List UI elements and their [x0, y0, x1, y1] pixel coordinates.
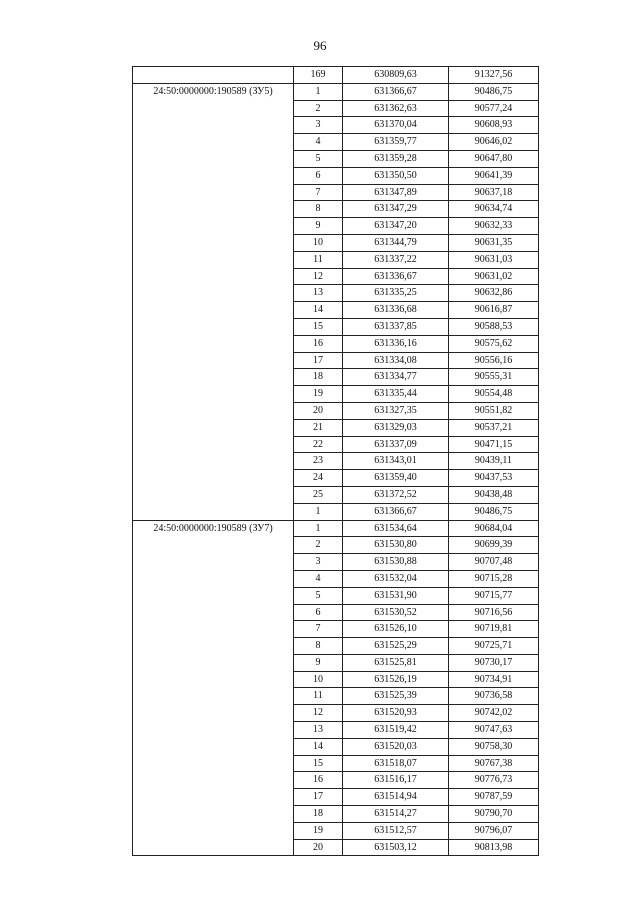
x-coordinate-cell: 631530,80 [343, 537, 449, 554]
point-number-cell: 15 [294, 318, 343, 335]
point-number-cell: 169 [294, 67, 343, 84]
point-number-cell: 7 [294, 621, 343, 638]
x-coordinate-cell: 631525,39 [343, 688, 449, 705]
y-coordinate-cell: 90725,71 [449, 638, 539, 655]
y-coordinate-cell: 90730,17 [449, 654, 539, 671]
x-coordinate-cell: 631514,94 [343, 789, 449, 806]
y-coordinate-cell: 90634,74 [449, 201, 539, 218]
y-coordinate-cell: 90776,73 [449, 772, 539, 789]
point-number-cell: 22 [294, 436, 343, 453]
point-number-cell: 20 [294, 402, 343, 419]
x-coordinate-cell: 631503,12 [343, 839, 449, 856]
point-number-cell: 1 [294, 83, 343, 100]
x-coordinate-cell: 631362,63 [343, 100, 449, 117]
page-number: 96 [313, 38, 327, 53]
x-coordinate-cell: 631327,35 [343, 402, 449, 419]
point-number-cell: 5 [294, 150, 343, 167]
x-coordinate-cell: 631530,52 [343, 604, 449, 621]
x-coordinate-cell: 631336,68 [343, 302, 449, 319]
x-coordinate-cell: 631530,88 [343, 554, 449, 571]
point-number-cell: 25 [294, 486, 343, 503]
y-coordinate-cell: 90608,93 [449, 117, 539, 134]
x-coordinate-cell: 631366,67 [343, 83, 449, 100]
point-number-cell: 6 [294, 167, 343, 184]
x-coordinate-cell: 631329,03 [343, 419, 449, 436]
table-row [133, 83, 539, 100]
y-coordinate-cell: 90742,02 [449, 705, 539, 722]
point-number-cell: 10 [294, 671, 343, 688]
y-coordinate-cell: 90796,07 [449, 822, 539, 839]
x-coordinate-cell: 631337,09 [343, 436, 449, 453]
y-coordinate-cell: 90616,87 [449, 302, 539, 319]
y-coordinate-cell: 90632,86 [449, 285, 539, 302]
point-number-cell: 6 [294, 604, 343, 621]
x-coordinate-cell: 631359,28 [343, 150, 449, 167]
y-coordinate-cell: 90641,39 [449, 167, 539, 184]
point-number-cell: 8 [294, 638, 343, 655]
x-coordinate-cell: 631525,29 [343, 638, 449, 655]
y-coordinate-cell: 90632,33 [449, 218, 539, 235]
point-number-cell: 11 [294, 688, 343, 705]
x-coordinate-cell: 631335,25 [343, 285, 449, 302]
y-coordinate-cell: 90716,56 [449, 604, 539, 621]
point-number-cell: 16 [294, 772, 343, 789]
point-number-cell: 1 [294, 503, 343, 520]
x-coordinate-cell: 631526,19 [343, 671, 449, 688]
y-coordinate-cell: 90787,59 [449, 789, 539, 806]
x-coordinate-cell: 631337,85 [343, 318, 449, 335]
point-number-cell: 2 [294, 100, 343, 117]
point-number-cell: 11 [294, 251, 343, 268]
x-coordinate-cell: 631337,22 [343, 251, 449, 268]
point-number-cell: 4 [294, 570, 343, 587]
x-coordinate-cell: 631343,01 [343, 453, 449, 470]
y-coordinate-cell: 90437,53 [449, 470, 539, 487]
x-coordinate-cell: 631514,27 [343, 806, 449, 823]
x-coordinate-cell: 631347,89 [343, 184, 449, 201]
table-row [133, 67, 539, 84]
point-number-cell: 4 [294, 134, 343, 151]
y-coordinate-cell: 90438,48 [449, 486, 539, 503]
y-coordinate-cell: 90471,15 [449, 436, 539, 453]
coordinates-table [132, 66, 539, 856]
x-coordinate-cell: 631336,16 [343, 335, 449, 352]
y-coordinate-cell: 90790,70 [449, 806, 539, 823]
x-coordinate-cell: 631334,08 [343, 352, 449, 369]
coordinates-table-body [133, 67, 539, 856]
x-coordinate-cell: 631370,04 [343, 117, 449, 134]
x-coordinate-cell: 631532,04 [343, 570, 449, 587]
point-number-cell: 24 [294, 470, 343, 487]
y-coordinate-cell: 90647,80 [449, 150, 539, 167]
y-coordinate-cell: 90631,02 [449, 268, 539, 285]
y-coordinate-cell: 90439,11 [449, 453, 539, 470]
x-coordinate-cell: 631525,81 [343, 654, 449, 671]
y-coordinate-cell: 90577,24 [449, 100, 539, 117]
y-coordinate-cell: 90555,31 [449, 369, 539, 386]
x-coordinate-cell: 631359,77 [343, 134, 449, 151]
y-coordinate-cell: 90486,75 [449, 503, 539, 520]
y-coordinate-cell: 90699,39 [449, 537, 539, 554]
object-label-cell [133, 67, 294, 84]
y-coordinate-cell: 90715,77 [449, 587, 539, 604]
y-coordinate-cell: 90813,98 [449, 839, 539, 856]
x-coordinate-cell: 631350,50 [343, 167, 449, 184]
point-number-cell: 19 [294, 386, 343, 403]
point-number-cell: 15 [294, 755, 343, 772]
object-label-cell: 24:50:0000000:190589 (ЗУ7) [133, 520, 294, 856]
point-number-cell: 18 [294, 369, 343, 386]
x-coordinate-cell: 631344,79 [343, 234, 449, 251]
y-coordinate-cell: 90734,91 [449, 671, 539, 688]
x-coordinate-cell: 631335,44 [343, 386, 449, 403]
point-number-cell: 8 [294, 201, 343, 218]
point-number-cell: 1 [294, 520, 343, 537]
x-coordinate-cell: 631366,67 [343, 503, 449, 520]
x-coordinate-cell: 631372,52 [343, 486, 449, 503]
point-number-cell: 23 [294, 453, 343, 470]
point-number-cell: 14 [294, 738, 343, 755]
x-coordinate-cell: 631334,77 [343, 369, 449, 386]
y-coordinate-cell: 90707,48 [449, 554, 539, 571]
point-number-cell: 19 [294, 822, 343, 839]
x-coordinate-cell: 631520,03 [343, 738, 449, 755]
point-number-cell: 10 [294, 234, 343, 251]
y-coordinate-cell: 90575,62 [449, 335, 539, 352]
y-coordinate-cell: 90486,75 [449, 83, 539, 100]
y-coordinate-cell: 90556,16 [449, 352, 539, 369]
point-number-cell: 9 [294, 218, 343, 235]
point-number-cell: 5 [294, 587, 343, 604]
object-label-cell: 24:50:0000000:190589 (ЗУ5) [133, 83, 294, 520]
point-number-cell: 16 [294, 335, 343, 352]
x-coordinate-cell: 631534,64 [343, 520, 449, 537]
point-number-cell: 17 [294, 352, 343, 369]
point-number-cell: 21 [294, 419, 343, 436]
y-coordinate-cell: 90736,58 [449, 688, 539, 705]
point-number-cell: 14 [294, 302, 343, 319]
y-coordinate-cell: 90767,38 [449, 755, 539, 772]
point-number-cell: 7 [294, 184, 343, 201]
y-coordinate-cell: 90715,28 [449, 570, 539, 587]
point-number-cell: 17 [294, 789, 343, 806]
x-coordinate-cell: 631347,29 [343, 201, 449, 218]
point-number-cell: 13 [294, 722, 343, 739]
point-number-cell: 12 [294, 705, 343, 722]
point-number-cell: 3 [294, 554, 343, 571]
x-coordinate-cell: 630809,63 [343, 67, 449, 84]
x-coordinate-cell: 631336,67 [343, 268, 449, 285]
x-coordinate-cell: 631526,10 [343, 621, 449, 638]
x-coordinate-cell: 631512,57 [343, 822, 449, 839]
y-coordinate-cell: 90588,53 [449, 318, 539, 335]
x-coordinate-cell: 631347,20 [343, 218, 449, 235]
x-coordinate-cell: 631520,93 [343, 705, 449, 722]
table-row [133, 520, 539, 537]
y-coordinate-cell: 90637,18 [449, 184, 539, 201]
point-number-cell: 18 [294, 806, 343, 823]
y-coordinate-cell: 90537,21 [449, 419, 539, 436]
y-coordinate-cell: 90747,63 [449, 722, 539, 739]
x-coordinate-cell: 631519,42 [343, 722, 449, 739]
y-coordinate-cell: 90719,81 [449, 621, 539, 638]
y-coordinate-cell: 90758,30 [449, 738, 539, 755]
y-coordinate-cell: 90631,35 [449, 234, 539, 251]
point-number-cell: 13 [294, 285, 343, 302]
y-coordinate-cell: 90551,82 [449, 402, 539, 419]
x-coordinate-cell: 631531,90 [343, 587, 449, 604]
y-coordinate-cell: 90646,02 [449, 134, 539, 151]
y-coordinate-cell: 90684,04 [449, 520, 539, 537]
x-coordinate-cell: 631518,07 [343, 755, 449, 772]
y-coordinate-cell: 90554,48 [449, 386, 539, 403]
x-coordinate-cell: 631359,40 [343, 470, 449, 487]
point-number-cell: 20 [294, 839, 343, 856]
y-coordinate-cell: 90631,03 [449, 251, 539, 268]
y-coordinate-cell: 91327,56 [449, 67, 539, 84]
point-number-cell: 9 [294, 654, 343, 671]
point-number-cell: 2 [294, 537, 343, 554]
point-number-cell: 3 [294, 117, 343, 134]
point-number-cell: 12 [294, 268, 343, 285]
x-coordinate-cell: 631516,17 [343, 772, 449, 789]
